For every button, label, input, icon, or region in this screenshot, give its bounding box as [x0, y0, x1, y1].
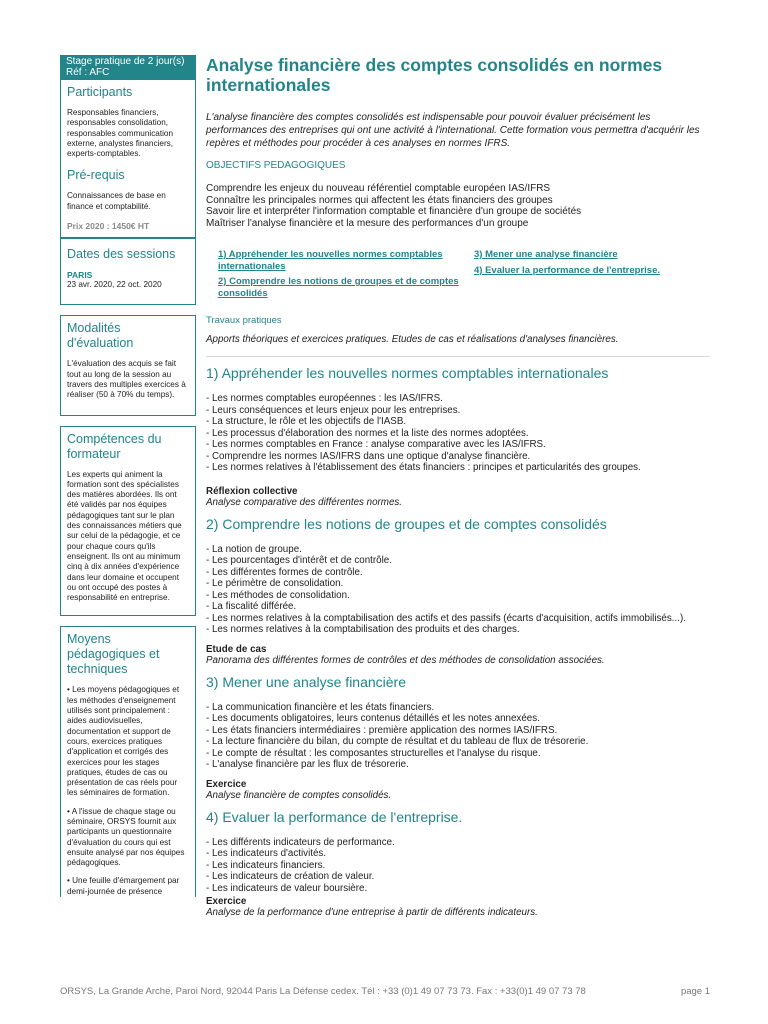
- objectives-title: OBJECTIFS PEDAGOGIQUES: [206, 160, 346, 171]
- participants-box: [60, 80, 196, 238]
- section-4: [206, 809, 710, 919]
- list-item: - La notion de groupe.: [206, 543, 302, 555]
- list-item: - La structure, le rôle et les objectifs de l'IASB.: [206, 416, 407, 427]
- moyens-title: Moyens pédagogiques et techniques: [67, 632, 160, 677]
- section-items: [206, 837, 710, 895]
- tp-title: Travaux pratiques: [206, 315, 282, 326]
- list-item: - Les normes comptables européennes : les IAS/IFRS.: [206, 393, 443, 404]
- participants-text: Responsables financiers, responsables consolidation, responsables communication externe, analystes financiers, experts-comptables.: [67, 108, 174, 159]
- list-item: - Les indicateurs d'activités.: [206, 848, 327, 859]
- moyens-box: [60, 626, 196, 897]
- competences-text: Les experts qui animent la formation sont des spécialistes des matières abordées. Ils ont été validés par nos équipes pédagogiques tant sur le plan des connaissances métiers que sur celui de la pédagogie, et ce pour chaque cours qu'ils enseignent. Ils ont au minimum cinq à dix années d'expérience dans leur domaine et occupent ou ont occupé des postes à responsabilité en entreprise.: [67, 469, 182, 603]
- session-city: PARIS: [67, 270, 93, 281]
- exercise-text: Analyse de la performance d'une entreprise à partir de différents indicateurs.: [206, 907, 538, 918]
- sidebar: [60, 55, 196, 905]
- list-item: - Les indicateurs de création de valeur.: [206, 871, 375, 882]
- exercise-text: Panorama des différentes formes de contrôles et des méthodes de consolidation associées.: [206, 654, 605, 666]
- moyens-paragraph-1: • Les moyens pédagogiques et les méthodes d'enseignement utilisés sont principalement : aides audiovisuelles, documentation et support de cours, exercices pratiques d'application et corrigés des exercices pour les stages pratiques, études de cas ou présentation de cas réels pour les séminaires de formation.: [67, 685, 180, 798]
- section-title: 4) Evaluer la performance de l'entreprise.: [206, 808, 463, 825]
- section-title: 2) Comprendre les notions de groupes et de comptes consolidés: [206, 515, 607, 532]
- toc-link-section-2[interactable]: 2) Comprendre les notions de groupes et de comptes consolidés: [218, 276, 459, 299]
- list-item: - Les indicateurs de valeur boursière.: [206, 882, 368, 894]
- table-of-contents: [206, 249, 710, 303]
- objectives-list: [206, 183, 710, 229]
- exercise-title: Exercice: [206, 896, 247, 907]
- evaluation-box: [60, 315, 196, 415]
- section-items: [206, 544, 710, 636]
- list-item: - Les normes comptables en France : analyse comparative avec les IAS/IFRS.: [206, 439, 546, 450]
- course-info-header: [60, 55, 196, 80]
- price: Prix 2020 : 1450€ HT: [67, 221, 150, 232]
- page-footer: [60, 986, 710, 997]
- moyens-paragraph-3: • Une feuille d'émargement par demi-journée de présence: [67, 876, 180, 896]
- list-item: - Les normes relatives à l'établissement des états financiers : principes et particularités des groupes.: [206, 462, 641, 473]
- list-item: - Les indicateurs financiers.: [206, 859, 326, 871]
- sections: [206, 365, 710, 918]
- list-item: - Les documents obligatoires, leurs contenus détaillés et les notes annexées.: [206, 713, 540, 724]
- list-item: - Les normes relatives à la comptabilisation des produits et des charges.: [206, 624, 520, 635]
- objective-item: Savoir lire et interpréter l'information comptable et financière d'un groupe de sociétés: [206, 206, 582, 217]
- intro-text: L'analyse financière des comptes consolidés est indispensable pour pouvoir évaluer précisément les performances des entreprises qui ont une activité à l'international. Cette formation vous permettra d'acquérir les repères et méthodes pour procéder à ces analyses en normes IFRS.: [206, 112, 700, 149]
- section-title: 1) Appréhender les nouvelles normes comptables internationales: [206, 365, 609, 381]
- objective-item: Maîtriser l'analyse financière et la mesure des performances d'un groupe: [206, 217, 529, 229]
- list-item: - Les pourcentages d'intérêt et de contrôle.: [206, 555, 392, 566]
- list-item: - Le périmètre de consolidation.: [206, 578, 344, 589]
- course-duration: Stage pratique de 2 jour(s): [66, 56, 185, 67]
- exercise-text: Analyse comparative des différentes normes.: [206, 496, 403, 508]
- toc-link-section-1[interactable]: 1) Appréhender les nouvelles normes comptables internationales: [218, 249, 443, 272]
- evaluation-text: L'évaluation des acquis se fait tout au long de la session au travers des multiples exercices à réaliser (50 à 70% du temps).: [67, 359, 186, 400]
- list-item: - Comprendre les normes IAS/IFRS dans une optique d'analyse financière.: [206, 450, 531, 462]
- exercise-text: Analyse financière de comptes consolidés.: [206, 789, 392, 801]
- section-title: 3) Mener une analyse financière: [206, 673, 407, 690]
- exercise-title: Etude de cas: [206, 643, 267, 655]
- footer-address: ORSYS, La Grande Arche, Paroi Nord, 92044 Paris La Défense cedex. Tél : +33 (0)1 49 07 73 73. Fax : +33(0)1 49 07 73 78: [60, 986, 586, 997]
- page-title: Analyse financière des comptes consolidés en normes internationales: [206, 55, 663, 95]
- section-items: [206, 702, 710, 771]
- main-content: [206, 55, 710, 918]
- list-item: - Les processus d'élaboration des normes et la liste des normes adoptées.: [206, 427, 529, 439]
- objective-item: Connaître les principales normes qui affectent les états financiers des groupes: [206, 194, 553, 206]
- evaluation-title: Modalités d'évaluation: [67, 321, 134, 351]
- prereq-text: Connaissances de base en finance et comptabilité.: [67, 191, 166, 211]
- moyens-paragraph-2: • A l'issue de chaque stage ou séminaire, ORSYS fournit aux participants un questionnaire d'évaluation du cours qui est ensuite analysé par nos équipes pédagogiques.: [67, 806, 185, 868]
- list-item: - La lecture financière du bilan, du compte de résultat et du tableau de flux de trésorerie.: [206, 736, 589, 747]
- toc-column-left: [218, 249, 474, 303]
- objective-item: Comprendre les enjeux du nouveau référentiel comptable européen IAS/IFRS: [206, 183, 551, 194]
- toc-link-section-3[interactable]: 3) Mener une analyse financière: [474, 249, 618, 260]
- toc-column-right: [474, 249, 710, 303]
- list-item: - Les différentes formes de contrôle.: [206, 566, 363, 578]
- tp-text: Apports théoriques et exercices pratiques. Etudes de cas et réalisations d'analyses financières.: [206, 334, 619, 345]
- list-item: - Les différents indicateurs de performance.: [206, 836, 395, 848]
- list-item: - L'analyse financière par les flux de trésorerie.: [206, 759, 409, 770]
- list-item: - Leurs conséquences et leurs enjeux pour les entreprises.: [206, 404, 461, 416]
- section-1: [206, 365, 710, 508]
- section-items: [206, 393, 710, 474]
- list-item: - Les normes relatives à la comptabilisation des actifs et des passifs (écarts d'acquisition, actifs immobilisés...).: [206, 612, 686, 624]
- list-item: - La communication financière et les états financiers.: [206, 701, 435, 713]
- competences-title: Compétences du formateur: [67, 431, 162, 461]
- toc-link-section-4[interactable]: 4) Evaluer la performance de l'entreprise.: [474, 264, 661, 276]
- competences-box: [60, 426, 196, 617]
- exercise-title: Exercice: [206, 778, 247, 790]
- session-dates: 23 avr. 2020, 22 oct. 2020: [67, 280, 162, 290]
- dates-title: Dates des sessions: [67, 247, 176, 262]
- dates-box: [60, 238, 196, 305]
- list-item: - Le compte de résultat : les composantes structurelles et l'analyse du risque.: [206, 747, 541, 759]
- exercise-title: Réflexion collective: [206, 485, 298, 497]
- participants-title: Participants: [67, 85, 133, 99]
- divider: [206, 356, 710, 357]
- list-item: - Les états financiers intermédiaires : première application des normes IAS/IFRS.: [206, 724, 558, 736]
- list-item: - Les méthodes de consolidation.: [206, 589, 350, 601]
- section-3: [206, 674, 710, 801]
- page-number: page 1: [680, 986, 710, 997]
- course-reference: Réf : AFC: [66, 67, 110, 78]
- section-2: [206, 516, 710, 666]
- prereq-title: Pré-requis: [67, 168, 125, 183]
- list-item: - La fiscalité différée.: [206, 601, 297, 612]
